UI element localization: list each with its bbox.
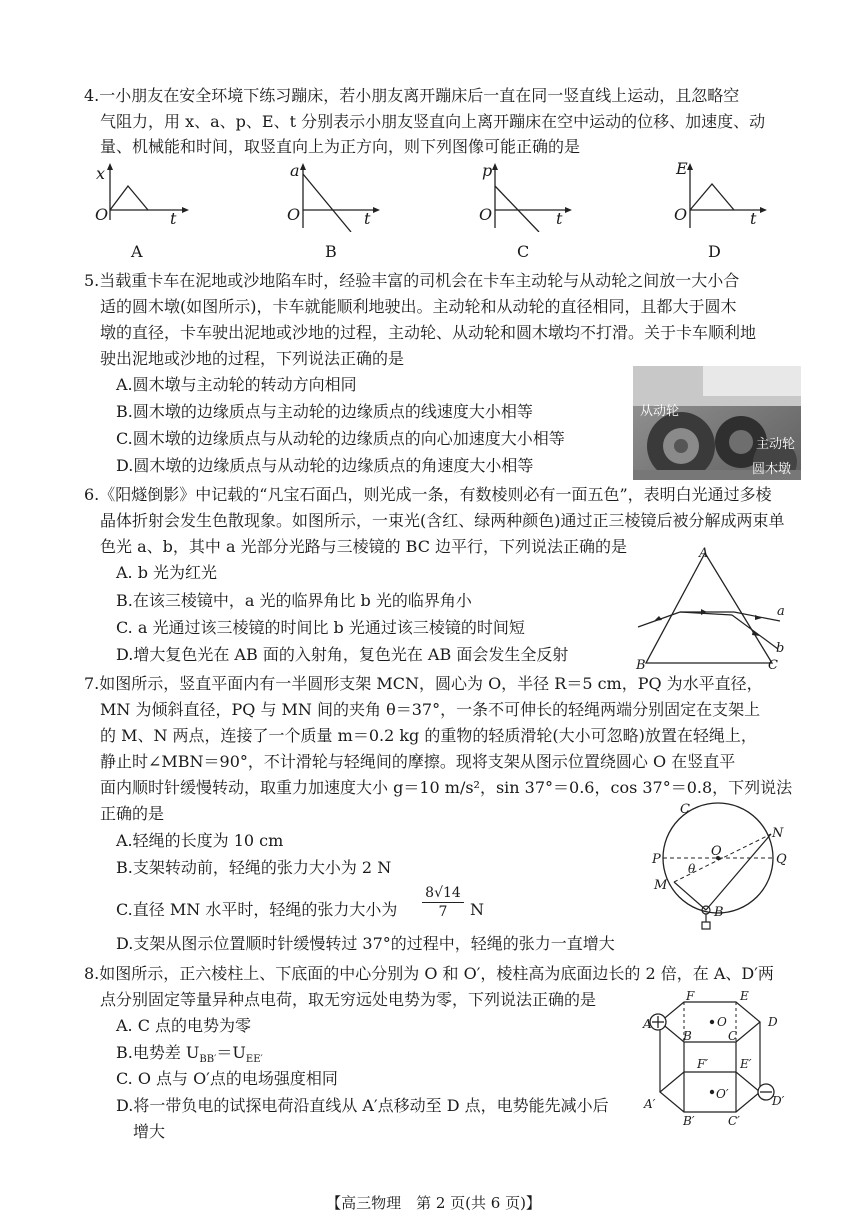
stand-label-n: N	[772, 826, 784, 841]
hex-label-d-prime: D′	[772, 1094, 785, 1108]
hex-label-f-prime: F′	[697, 1057, 709, 1071]
option-b-label: B	[325, 242, 337, 261]
photo-label-log: 圆木墩	[752, 462, 792, 477]
q4-line-1: 4.一小朋友在安全环境下练习蹦床，若小朋友离开蹦床后一直在同一竖直线上运动，且忽略空	[84, 86, 740, 105]
q7-line-2: MN 为倾斜直径，PQ 与 MN 间的夹角 θ＝37°，一条不可伸长的轻绳两端分别固定在支架上	[100, 700, 761, 719]
q7-line-6: 正确的是	[100, 804, 165, 823]
q8-option-b-sub2: EE′	[245, 1054, 263, 1066]
q8-option-c: C. O 点与 O′点的电场强度相同	[116, 1069, 338, 1088]
q7-line-5: 面内顺时针缓慢转动，取重力加速度大小 g＝10 m/s²，sin 37°＝0.6，cos 37°＝0.8，下列说法	[100, 778, 793, 797]
q8-option-b-prefix: B.电势差 U	[116, 1043, 200, 1062]
graph-b-y-label: a	[290, 161, 300, 180]
option-d-label: D	[708, 242, 721, 261]
graph-a-x-label: t	[170, 209, 177, 228]
q5-option-d: D.圆木墩的边缘质点与从动轮的边缘质点的角速度大小相等	[116, 456, 534, 475]
q7-line-3: 的 M、N 两点，连接了一个质量 m＝0.2 kg 的重物的轻质滑轮(大小可忽略)放置在轻绳上，	[100, 726, 757, 745]
hex-label-e-prime: E′	[740, 1057, 752, 1071]
fraction-numerator: 8√14	[422, 884, 464, 903]
graph-b-x-label: t	[364, 209, 371, 228]
q7-tension-fraction	[422, 884, 464, 921]
stand-label-q: Q	[776, 852, 787, 867]
hex-label-a: A	[643, 1017, 652, 1031]
graph-a-origin: O	[95, 205, 109, 224]
q8-option-d: D.将一带负电的试探电荷沿直线从 A′点移动至 D 点，电势能先减小后	[116, 1096, 609, 1115]
q5-line-4: 驶出泥地或沙地的过程，下列说法正确的是	[100, 349, 405, 368]
q7-option-a: A.轻绳的长度为 10 cm	[116, 831, 284, 850]
q8-option-b-sub1: BB′	[199, 1054, 217, 1066]
stand-label-m: M	[654, 878, 668, 893]
q4-line-2: 气阻力，用 x、a、p、E、t 分别表示小朋友竖直向上离开蹦床在空中运动的位移、加速度、动	[100, 112, 766, 131]
photo-label-driving-wheel: 主动轮	[756, 437, 796, 452]
stand-label-theta: θ	[688, 862, 696, 876]
q8-option-b-mid: ＝U	[216, 1043, 246, 1062]
graph-a-y-label: x	[96, 164, 106, 183]
stand-label-c: C	[680, 802, 690, 817]
q5-line-1: 5.当载重卡车在泥地或沙地陷车时，经验丰富的司机会在卡车主动轮与从动轮之间放一大小合	[84, 271, 740, 290]
prism-label-c-vertex: C	[768, 658, 778, 673]
q7-option-c: C.直径 MN 水平时，轻绳的张力大小为	[116, 900, 398, 919]
q8-option-a: A. C 点的电势为零	[116, 1016, 252, 1035]
hex-label-f: F	[686, 989, 695, 1003]
q8-line-1: 8.如图所示，正六棱柱上、下底面的中心分别为 O 和 O′，棱柱高为底面边长的 2 倍，在 A、D′两	[84, 964, 774, 983]
q5-line-3: 墩的直径，卡车驶出泥地或沙地的过程，主动轮、从动轮和圆木墩均不打滑。关于卡车顺利地	[100, 323, 757, 342]
graph-d-origin: O	[674, 205, 688, 224]
q5-option-c: C.圆木墩的边缘质点与从动轮的边缘质点的向心加速度大小相等	[116, 429, 565, 448]
hex-label-c-prime: C′	[728, 1114, 740, 1128]
graph-d-x-label: t	[750, 209, 757, 228]
q4-line-3: 量、机械能和时间，取竖直向上为正方向，则下列图像可能正确的是	[100, 137, 581, 156]
q6-option-b: B.在该三棱镜中，a 光的临界角比 b 光的临界角小	[116, 591, 472, 610]
prism-label-b-ray: b	[776, 641, 785, 656]
hex-label-b: B	[683, 1029, 692, 1043]
graph-c-y-label: p	[482, 161, 493, 180]
q8-option-d-cont: 增大	[133, 1122, 166, 1141]
hex-label-c: C	[728, 1029, 738, 1043]
hex-label-e: E	[740, 989, 749, 1003]
prism-label-a-vertex: A	[699, 546, 709, 561]
q6-option-d: D.增大复色光在 AB 面的入射角，复色光在 AB 面会发生全反射	[116, 645, 569, 664]
page-footer: 【高三物理 第 2 页(共 6 页)】	[326, 1194, 541, 1212]
hex-label-o: O	[717, 1015, 727, 1029]
q6-option-c: C. a 光通过该三棱镜的时间比 b 光通过该三棱镜的时间短	[116, 618, 525, 637]
graph-d-y-label: E	[676, 159, 688, 178]
graph-c-x-label: t	[556, 209, 563, 228]
q7-line-4: 静止时∠MBN＝90°，不计滑轮与轻绳间的摩擦。现将支架从图示位置绕圆心 O 在竖直平	[100, 752, 736, 771]
q6-line-2: 晶体折射会发生色散现象。如图所示，一束光(含红、绿两种颜色)通过正三棱镜后被分解成两束单	[100, 511, 785, 530]
prism-label-a-ray: a	[777, 604, 785, 619]
hex-label-d: D	[768, 1015, 778, 1029]
fraction-unit: N	[470, 900, 484, 919]
hex-label-b-prime: B′	[683, 1114, 695, 1128]
stand-label-o: O	[711, 844, 722, 859]
hex-label-o-prime: O′	[716, 1087, 729, 1101]
hex-prism-diagram	[640, 988, 800, 1133]
hex-label-a-prime: A′	[644, 1097, 656, 1111]
q5-option-a: A.圆木墩与主动轮的转动方向相同	[116, 375, 357, 394]
graph-b-origin: O	[287, 205, 301, 224]
option-c-label: C	[517, 242, 530, 261]
graph-c-origin: O	[479, 205, 493, 224]
q6-line-1: 6.《阳燧倒影》中记载的“凡宝石面凸，则光成一条，有数棱则必有一面五色”，表明白光通过多棱	[84, 485, 772, 504]
q7-option-b: B.支架转动前，轻绳的张力大小为 2 N	[116, 858, 392, 877]
q8-line-2: 点分别固定等量异种点电荷，取无穷远处电势为零，下列说法正确的是	[100, 990, 597, 1009]
q5-line-2: 适的圆木墩(如图所示)，卡车就能顺利地驶出。主动轮和从动轮的直径相同，且都大于圆木	[100, 297, 737, 316]
q7-line-1: 7.如图所示，竖直平面内有一半圆形支架 MCN，圆心为 O，半径 R＝5 cm，PQ 为水平直径，	[84, 674, 763, 693]
q6-line-3: 色光 a、b，其中 a 光部分光路与三棱镜的 BC 边平行，下列说法正确的是	[100, 537, 628, 556]
photo-label-driven-wheel: 从动轮	[640, 404, 680, 419]
stand-label-b: B	[714, 905, 724, 920]
q5-option-b: B.圆木墩的边缘质点与主动轮的边缘质点的线速度大小相等	[116, 402, 533, 421]
option-a-label: A	[131, 242, 143, 261]
stand-label-p: P	[652, 852, 661, 867]
q7-option-d: D.支架从图示位置顺时针缓慢转过 37°的过程中，轻绳的张力一直增大	[116, 934, 615, 953]
q6-option-a: A. b 光为红光	[116, 563, 218, 582]
prism-label-b-vertex: B	[636, 658, 646, 673]
fraction-denominator: 7	[438, 904, 448, 920]
